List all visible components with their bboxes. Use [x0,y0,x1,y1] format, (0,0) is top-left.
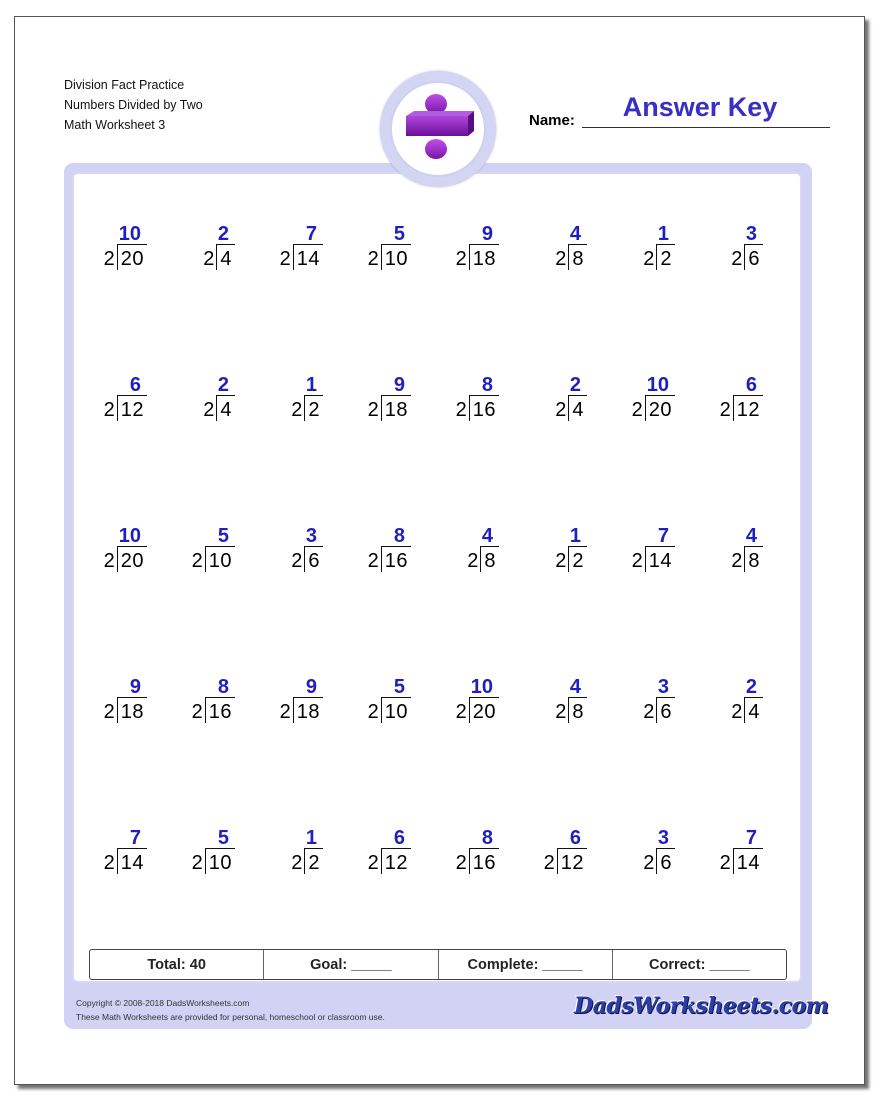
worksheet-title: Division Fact Practice [64,78,185,92]
division-problem [419,526,499,572]
division-problem [595,526,675,572]
quotient: 9 [481,223,493,245]
quotient: 3 [657,676,669,698]
dividend: 16 [205,697,235,723]
dividend: 8 [568,244,587,270]
division-problem [155,375,235,421]
dividend: 16 [381,546,411,572]
division-problem [331,828,411,874]
division-problem [67,224,147,270]
divisor: 2 [643,852,655,874]
division-problem [419,828,499,874]
dividend: 18 [293,697,323,723]
division-problem [683,224,763,270]
division-problem [243,375,323,421]
quotient: 1 [657,223,669,245]
divisor: 2 [291,550,303,572]
complete-field: Complete: _____ [439,950,613,979]
divisor: 2 [555,550,567,572]
dividend: 6 [656,697,675,723]
name-field-line [582,127,830,128]
division-problem [595,677,675,723]
worksheet-number: Math Worksheet 3 [64,118,166,132]
division-problem [155,828,235,874]
score-summary [89,949,787,980]
dividend: 12 [557,848,587,874]
division-problem [243,526,323,572]
dividend: 10 [381,697,411,723]
divisor: 2 [203,248,215,270]
division-problem [67,375,147,421]
dividend: 8 [568,697,587,723]
dividend: 14 [293,244,323,270]
dividend: 2 [304,395,323,421]
quotient: 5 [217,827,229,849]
quotient: 6 [393,827,405,849]
divisor: 2 [719,399,731,421]
division-problem [683,677,763,723]
divisor: 2 [455,399,467,421]
dividend: 4 [216,244,235,270]
quotient: 1 [305,374,317,396]
dividend: 20 [645,395,675,421]
division-problem [683,526,763,572]
quotient: 8 [393,525,405,547]
dividend: 16 [469,848,499,874]
division-problem [67,828,147,874]
divisor: 2 [367,550,379,572]
dividend: 2 [304,848,323,874]
dividend: 18 [117,697,147,723]
division-problem [155,677,235,723]
division-problem [683,828,763,874]
division-problem [419,224,499,270]
quotient: 8 [481,374,493,396]
divisor: 2 [455,248,467,270]
dividend: 12 [733,395,763,421]
quotient: 1 [305,827,317,849]
quotient: 4 [569,676,581,698]
quotient: 10 [118,223,141,245]
dividend: 10 [205,546,235,572]
division-problem [331,224,411,270]
division-problem [595,224,675,270]
divisor: 2 [103,852,115,874]
quotient: 2 [745,676,757,698]
division-problem [243,677,323,723]
quotient: 3 [745,223,757,245]
quotient: 2 [217,223,229,245]
divisor: 2 [191,701,203,723]
dividend: 14 [733,848,763,874]
division-problem [331,677,411,723]
brand-logo: DadsWorksheets.com [574,993,829,1019]
quotient: 4 [569,223,581,245]
division-problem [67,677,147,723]
divisor: 2 [631,399,643,421]
division-problem [507,677,587,723]
divisor: 2 [643,701,655,723]
goal-field: Goal: _____ [264,950,438,979]
divisor: 2 [291,852,303,874]
dividend: 14 [645,546,675,572]
divisor: 2 [191,550,203,572]
divisor: 2 [555,701,567,723]
division-sign-icon [400,89,476,169]
divisor: 2 [731,550,743,572]
quotient: 3 [657,827,669,849]
quotient: 8 [217,676,229,698]
dividend: 4 [568,395,587,421]
division-problem [507,828,587,874]
dividend: 20 [117,546,147,572]
quotient: 10 [646,374,669,396]
divisor: 2 [191,852,203,874]
quotient: 10 [470,676,493,698]
dividend: 6 [656,848,675,874]
quotient: 4 [481,525,493,547]
division-problem [419,677,499,723]
division-problem [331,375,411,421]
divisor: 2 [731,248,743,270]
quotient: 8 [481,827,493,849]
dividend: 2 [568,546,587,572]
divisor: 2 [543,852,555,874]
dividend: 4 [744,697,763,723]
divisor: 2 [103,550,115,572]
quotient: 5 [393,676,405,698]
quotient: 9 [305,676,317,698]
answer-key-label: Answer Key [622,92,778,122]
dividend: 8 [480,546,499,572]
quotient: 7 [745,827,757,849]
name-label: Name: [529,112,575,129]
division-problem [507,526,587,572]
divisor: 2 [279,701,291,723]
worksheet-subtitle: Numbers Divided by Two [64,98,203,112]
divisor: 2 [103,248,115,270]
quotient: 6 [745,374,757,396]
divisor: 2 [279,248,291,270]
quotient: 2 [569,374,581,396]
division-problem [507,224,587,270]
division-problem [331,526,411,572]
divisor: 2 [455,852,467,874]
dividend: 12 [381,848,411,874]
total-count: Total: 40 [90,950,264,979]
division-problem [419,375,499,421]
divisor: 2 [555,248,567,270]
division-problem [155,526,235,572]
dividend: 10 [381,244,411,270]
divisor: 2 [367,852,379,874]
dividend: 20 [469,697,499,723]
copyright-text: Copyright © 2008-2018 DadsWorksheets.com [76,998,250,1008]
quotient: 4 [745,525,757,547]
division-problem [507,375,587,421]
quotient: 1 [569,525,581,547]
dividend: 18 [469,244,499,270]
quotient: 7 [129,827,141,849]
quotient: 10 [118,525,141,547]
dividend: 16 [469,395,499,421]
divisor: 2 [631,550,643,572]
divisor: 2 [367,399,379,421]
dividend: 8 [744,546,763,572]
quotient: 6 [129,374,141,396]
dividend: 2 [656,244,675,270]
quotient: 2 [217,374,229,396]
correct-field: Correct: _____ [649,956,750,973]
dividend: 18 [381,395,411,421]
usage-notice: These Math Worksheets are provided for personal, homeschool or classroom use. [76,1012,385,1022]
quotient: 6 [569,827,581,849]
quotient: 9 [393,374,405,396]
dividend: 10 [205,848,235,874]
dividend: 4 [216,395,235,421]
division-problem [243,224,323,270]
divisor: 2 [291,399,303,421]
divisor: 2 [103,701,115,723]
divisor: 2 [555,399,567,421]
division-problem [595,375,675,421]
divisor: 2 [643,248,655,270]
dividend: 6 [744,244,763,270]
dividend: 6 [304,546,323,572]
divisor: 2 [467,550,479,572]
divisor: 2 [103,399,115,421]
divisor: 2 [719,852,731,874]
divisor: 2 [731,701,743,723]
division-problem [67,526,147,572]
quotient: 9 [129,676,141,698]
quotient: 3 [305,525,317,547]
divisor: 2 [455,701,467,723]
divisor: 2 [367,701,379,723]
dividend: 14 [117,848,147,874]
division-problem [683,375,763,421]
division-problem [243,828,323,874]
divisor: 2 [203,399,215,421]
quotient: 5 [393,223,405,245]
dividend: 20 [117,244,147,270]
dividend: 12 [117,395,147,421]
quotient: 7 [657,525,669,547]
quotient: 7 [305,223,317,245]
division-problem [155,224,235,270]
divisor: 2 [367,248,379,270]
quotient: 5 [217,525,229,547]
division-problem [595,828,675,874]
